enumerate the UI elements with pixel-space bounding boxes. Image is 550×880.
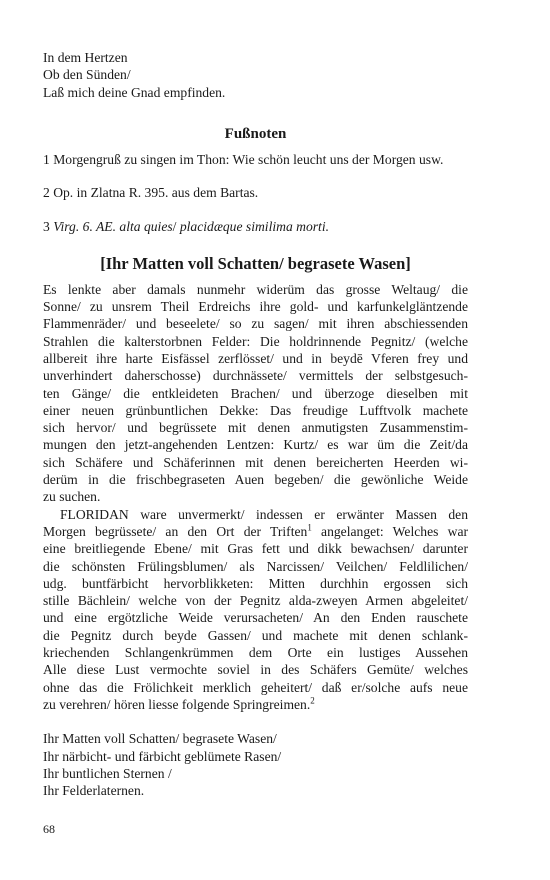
- prose-line: stille Bächlein/ welche von der Pegnitz alda-zweyen Armen abgeleitet/: [43, 593, 468, 609]
- prose-line: FLORIDAN ware unvermerkt/ indessen er erwänter Massen den: [60, 506, 468, 522]
- prose-paragraph-2: [43, 506, 468, 714]
- footnote-3-number: 3: [43, 219, 54, 235]
- intro-line: In dem Hertzen: [43, 50, 128, 65]
- prose-line: eine breitliegende Ebene/ mit Gras fett und dikk bewachsen/ darunter: [43, 541, 468, 557]
- verse-line: Ihr buntlichen Sternen /: [43, 765, 172, 781]
- page-number: 68: [43, 822, 55, 836]
- footnote-1: 1 Morgengruß zu singen im Thon: Wie schön leucht uns der Morgen usw.: [43, 151, 444, 167]
- prose-line: zu suchen.: [43, 489, 101, 505]
- prose-line: sich hervor/ und begrüssete mit denen anmutigsten Zusammenstim-: [43, 420, 468, 436]
- prose-line: Es lenkte aber damals nunmehr widerüm das grosse Weltaug/ die: [43, 281, 468, 297]
- prose-line-text: zu verehren/ hören liesse folgende Springreimen.: [43, 696, 311, 712]
- footnote-ref-1: 1: [307, 522, 312, 533]
- footnotes-heading: Fußnoten: [224, 125, 287, 142]
- footnote-3-slash: /: [172, 219, 180, 235]
- prose-line: kriechenden Schlangenkrümmen dem Orte ein lustiges Aussehen: [43, 645, 468, 661]
- prose-line-text: angelanget: Welches war: [311, 523, 468, 539]
- prose-line: derüm in die frischbegraseten Auen begeben/ die gewönliche Weide: [43, 472, 468, 488]
- section-heading: [Ihr Matten voll Schatten/ begrasete Wasen]: [100, 253, 411, 273]
- prose-line: Alle diese Lust vermochte soviel in des Schäfers Gemüte/ welches: [43, 662, 468, 678]
- page-body: [43, 49, 468, 799]
- prose-line: ten Gänge/ die entkleideten Brachen/ und überzoge dieselben mit: [43, 385, 468, 401]
- prose-line: die Pegnitz durch beyde Gassen/ und machete mit denen schlank-: [43, 627, 468, 643]
- footnote-2: 2 Op. in Zlatna R. 395. aus dem Bartas.: [43, 185, 259, 201]
- verse-line: Ihr Felderlaternen.: [43, 783, 145, 799]
- footnote-3: [43, 218, 468, 235]
- prose-line: und eine ergötzliche Weide verursacheten/ An den Enden rauschete: [43, 610, 468, 626]
- footnote-3-italic-a: Virg. 6. AE. alta quies: [53, 219, 173, 235]
- prose-line: Flammenräder/ und beseelete/ so zu sagen/ mit ihren abschiessenden: [43, 316, 468, 332]
- prose-line: [43, 696, 468, 713]
- prose-line: die schönsten Frülingsblumen/ als Narcissen/ Veilchen/ Feldlilichen/: [43, 558, 468, 574]
- intro-line: Laß mich deine Gnad empfinden.: [43, 84, 226, 100]
- prose-line-text: Morgen begrüssete/ an den Ort der Triften: [43, 523, 308, 539]
- prose-line: mungen den jetzt-angehenden Lentzen: Kurtz/ es war üm die Zeit/da: [43, 437, 468, 453]
- prose-line: sich Schäfere und Schäferinnen mit denen bereicherten Heerden wi-: [43, 454, 468, 470]
- verse-line: Ihr närbicht- und färbicht geblümete Rasen/: [43, 748, 282, 764]
- prose-line: ohne das die Frölichkeit merklich geheitert/ daß er/solche aufs neue: [43, 679, 468, 695]
- footnote-ref-2: 2: [310, 695, 315, 706]
- prose-line: [43, 523, 468, 540]
- prose-line: allbereit ihre harte Eisfässel zerflösset/ und in beydē Vferen frey und: [43, 350, 468, 366]
- prose-line: unverhindert daherschosse) durchnässete/ vermittels der selbstgesuch-: [43, 368, 468, 384]
- intro-verse: [43, 49, 468, 101]
- prose-line: Strahlen die kalterstorbnen Felder: Die holdrinnende Pegnitz/ (welche: [43, 333, 468, 349]
- verse-block: [43, 730, 468, 799]
- prose-paragraph-1: [43, 281, 468, 506]
- intro-line: Ob den Sünden/: [43, 67, 131, 83]
- verse-line: Ihr Matten voll Schatten/ begrasete Wasen/: [43, 731, 277, 747]
- footnote-3-italic-b: placidæque similima morti.: [179, 219, 329, 235]
- prose-line: einer neuen grünbuntlichen Dekke: Das freudige Lufftvolk machete: [43, 402, 468, 418]
- prose-line: Sonne/ zu unsrem Theil Erdreichs ihre gold- und karfunkelgläntzende: [43, 299, 468, 315]
- prose-line: udg. buntfärbicht hervorblikketen: Mitten durchhin ergossen sich: [43, 575, 468, 591]
